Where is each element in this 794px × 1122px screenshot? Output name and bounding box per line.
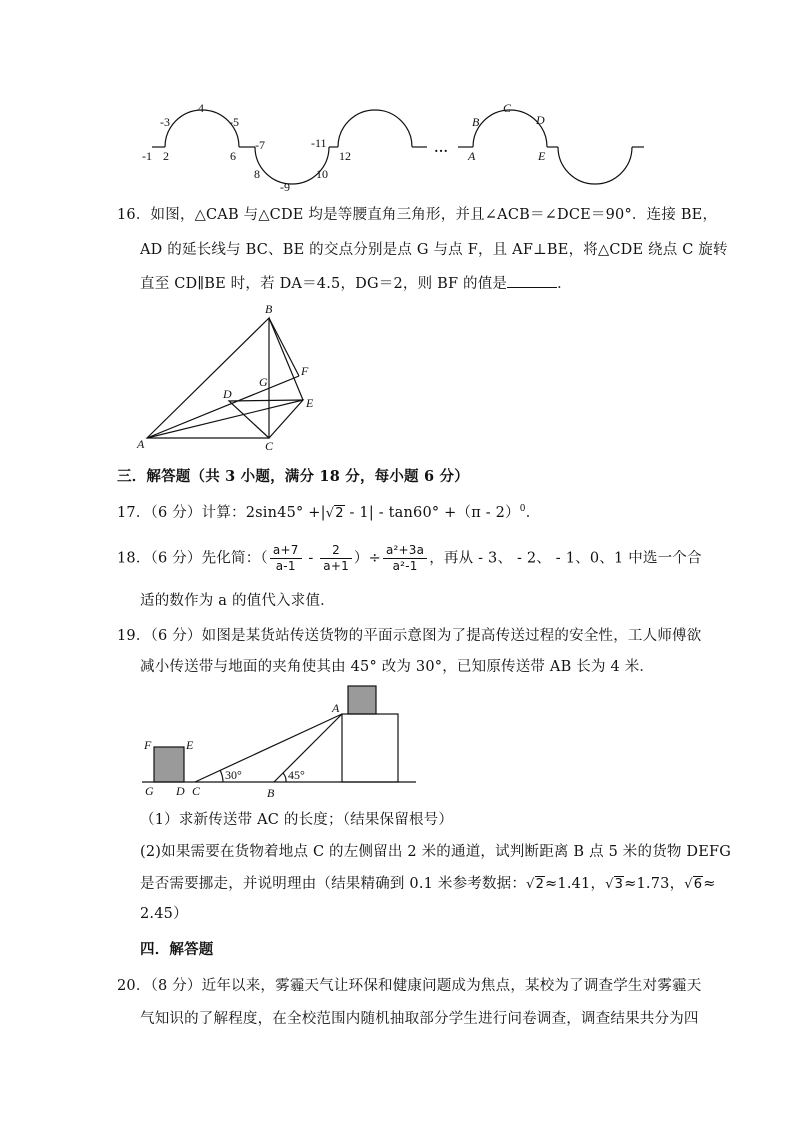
fig19-label-c: C — [192, 784, 201, 798]
arc-label-12: 12 — [339, 149, 351, 163]
q19-sub2-line3: 2.45） — [140, 906, 188, 922]
q18-suffix: ，再从 - 3、 - 2、 - 1、0、1 中选一个合 — [429, 550, 702, 567]
arc-number-figure — [130, 95, 660, 195]
arc-label-2: 2 — [163, 149, 169, 163]
fig19-label-f: F — [144, 738, 152, 752]
q19-line2: 减小传送带与地面的夹角使其由 45° 改为 30°，已知原传送带 AB 长为 4 米． — [140, 659, 655, 675]
fig19-label-g: G — [145, 784, 154, 798]
fig16-label-f: F — [301, 364, 309, 378]
answer-blank — [507, 273, 557, 288]
fig19-angle-30: 30° — [225, 768, 242, 782]
triangle-figure — [135, 300, 335, 458]
q18-minus: - — [303, 550, 319, 567]
q19-line1: 19．（6 分）如图是某货站传送货物的平面示意图为了提高传送过程的安全性，工人师傅欲 — [117, 628, 702, 644]
fig16-label-c: C — [265, 439, 274, 453]
q17-sqrt: √2 — [325, 505, 344, 521]
angle-arc-45 — [283, 773, 286, 782]
q17-sqrt-arg: 2 — [335, 505, 344, 521]
q16-line3-end: ． — [557, 276, 572, 292]
arc-label-neg9: -9 — [280, 180, 290, 194]
q18-prefix: 18．（6 分）先化简：（ — [117, 550, 268, 567]
arc-label-neg11: -11 — [311, 136, 327, 150]
q18-frac3 — [383, 543, 427, 574]
q17-line — [117, 499, 540, 524]
q18-frac3-num: a²+3a — [383, 543, 427, 559]
arc-letter-b: B — [472, 115, 480, 129]
arc-letter-e: E — [538, 149, 546, 163]
fig16-label-d: D — [223, 387, 232, 401]
line-bf — [269, 318, 299, 376]
fig16-label-b: B — [265, 302, 273, 316]
fig19-label-a: A — [332, 701, 340, 715]
q18-line2: 适的数作为 a 的值代入求值． — [140, 593, 335, 609]
arc-label-8: 8 — [254, 167, 260, 181]
sqrt2: √2 — [526, 877, 545, 892]
q17-sup: 0 — [519, 504, 526, 514]
q19-sub2-line1: (2)如果需要在货物着地点 C 的左侧留出 2 米的通道，试判断距离 B 点 5 米的货物 DEFG — [140, 844, 732, 860]
arc-label-4: 4 — [198, 101, 204, 115]
sqrt6-value: ≈ — [703, 876, 716, 892]
q18-div: ）÷ — [353, 550, 381, 567]
fig16-label-a: A — [137, 437, 145, 451]
arc-letter-d: D — [536, 113, 545, 127]
fig19-label-e: E — [186, 738, 194, 752]
q18-frac1-den: a-1 — [275, 559, 296, 573]
sqrt2-arg: 2 — [535, 877, 545, 892]
cargo-defg — [154, 747, 184, 782]
q18-frac1 — [270, 543, 302, 574]
sqrt6: √6 — [684, 877, 703, 892]
arc-label-neg7: -7 — [255, 138, 265, 152]
fig19-angle-45: 45° — [288, 768, 305, 782]
belt-ab — [274, 714, 342, 782]
conveyor-figure — [140, 683, 420, 803]
platform — [342, 714, 398, 782]
q16-line1: 16．如图，△CAB 与△CDE 均是等腰直角三角形，并且∠ACB＝∠DCE＝90°．连接 BE， — [117, 207, 718, 223]
line-be — [269, 318, 303, 400]
sqrt3: √3 — [605, 877, 624, 892]
q17-end: ． — [525, 504, 541, 521]
sqrt3-arg: 3 — [614, 877, 624, 892]
q17-prefix: 17．（6 分）计算：2sin45° +| — [117, 504, 326, 521]
q18-line1 — [117, 543, 702, 574]
sqrt3-value: ≈1.73， — [624, 876, 685, 892]
arc-ellipsis: … — [434, 141, 448, 156]
q20-line2: 气知识的了解程度，在全校范围内随机抽取部分学生进行问卷调查，调查结果共分为四 — [140, 1011, 699, 1027]
arc-label-6: 6 — [230, 149, 236, 163]
angle-arc-30 — [220, 770, 223, 782]
arc-letter-c: C — [503, 101, 512, 115]
fig19-label-d: D — [176, 784, 185, 798]
arc-letter-a: A — [468, 149, 476, 163]
q18-frac2 — [320, 543, 352, 574]
arc-label-10: 10 — [316, 167, 328, 181]
triangle-cde — [229, 400, 303, 438]
q18-frac2-den: a+1 — [323, 559, 349, 573]
q18-frac1-num: a+7 — [270, 543, 302, 559]
fig19-label-b: B — [267, 786, 275, 800]
section3-title: 三．解答题（共 3 小题，满分 18 分，每小题 6 分） — [117, 468, 469, 485]
q20-line1: 20．（8 分）近年以来，雾霾天气让环保和健康问题成为焦点，某校为了调查学生对雾霾天 — [117, 978, 702, 994]
q19-sub1: （1）求新传送带 AC 的长度；（结果保留根号） — [140, 812, 454, 828]
fig16-label-e: E — [306, 396, 314, 410]
q17-middle: - 1| - tan60° +（π - 2） — [344, 504, 520, 521]
triangle-cab — [147, 318, 269, 438]
arc-label-neg5: -5 — [229, 115, 239, 129]
q16-line2: AD 的延长线与 BC、BE 的交点分别是点 G 与点 F，且 AF⊥BE，将△CDE 绕点 C 旋转 — [140, 242, 728, 258]
section4-title: 四．解答题 — [140, 941, 214, 958]
q18-frac2-num: 2 — [320, 543, 352, 559]
q16-line3 — [140, 273, 572, 294]
arc-label-neg3: -3 — [160, 115, 170, 129]
arc-label-neg1: -1 — [142, 149, 152, 163]
cargo-top — [348, 686, 376, 714]
q16-line3-text: 直至 CD∥BE 时，若 DA＝4.5，DG＝2，则 BF 的值是 — [140, 276, 508, 292]
q19-sub2-line2 — [140, 874, 716, 895]
fig16-label-g: G — [259, 375, 268, 389]
q19-sub2-text: 是否需要挪走，并说明理由（结果精确到 0.1 米参考数据： — [140, 876, 527, 892]
sqrt2-value: ≈1.41， — [545, 876, 606, 892]
sqrt6-arg: 6 — [693, 877, 703, 892]
q18-frac3-den: a²-1 — [392, 559, 418, 573]
belt-ac — [195, 714, 342, 782]
